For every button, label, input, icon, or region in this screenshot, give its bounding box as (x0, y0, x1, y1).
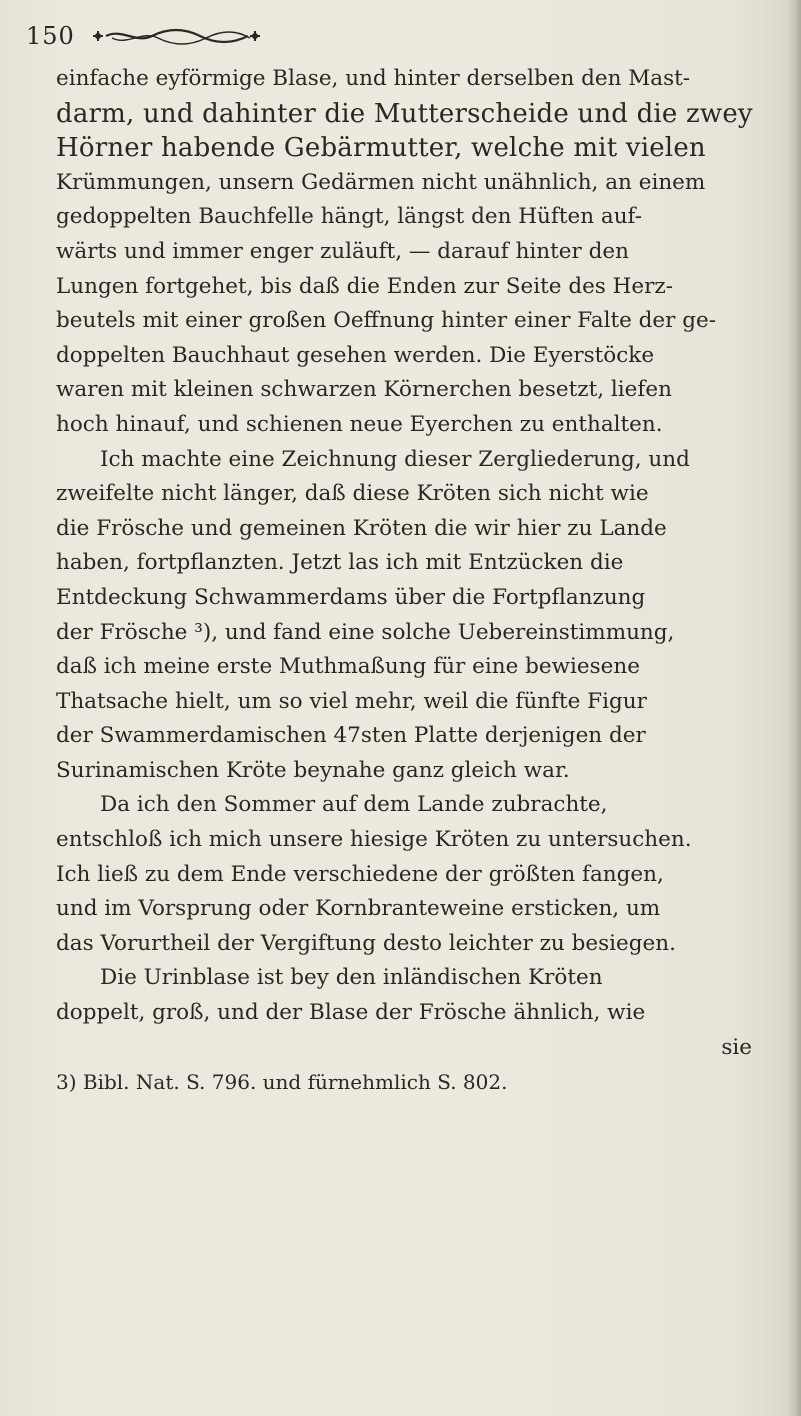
catchword: sie (721, 1034, 752, 1060)
text-line: und im Vorsprung oder Kornbranteweine ersticken, um (56, 896, 661, 922)
page-header (20, 20, 780, 60)
text-line: entschloß ich mich unsere hiesige Kröten zu untersuchen. (56, 827, 692, 853)
text-line: daß ich meine erste Muthmaßung für eine bewiesene (56, 654, 640, 680)
text-line: Surinamischen Kröte beynahe ganz gleich war. (56, 757, 570, 783)
header-ornament-icon (92, 22, 262, 50)
page-edge-shadow (787, 0, 801, 1416)
text-line: Hörner habende Gebärmutter, welche mit vielen (56, 133, 706, 164)
text-line: der Swammerdamischen 47sten Platte derjenigen der (56, 723, 646, 749)
text-line: waren mit kleinen schwarzen Körnerchen besetzt, liefen (56, 377, 672, 403)
text-line: beutels mit einer großen Oeffnung hinter einer Falte der ge- (56, 308, 717, 334)
text-line: gedoppelten Bauchfelle hängt, längst den Hüften auf- (56, 204, 642, 230)
text-line: doppelten Bauchhaut gesehen werden. Die Eyerstöcke (56, 342, 655, 368)
text-line: Lungen fortgehet, bis daß die Enden zur Seite des Herz- (56, 273, 674, 299)
text-line: das Vorurtheil der Vergiftung desto leichter zu besiegen. (56, 930, 676, 956)
text-line: Ich ließ zu dem Ende verschiedene der größten fangen, (56, 861, 664, 887)
text-line: Die Urinblase ist bey den inländischen Kröten (100, 965, 603, 991)
body-text (56, 62, 768, 1099)
text-line: Entdeckung Schwammerdams über die Fortpflanzung (56, 584, 646, 610)
text-line: darm, und dahinter die Mutterscheide und die zwey (56, 98, 753, 129)
text-line: Ich machte eine Zeichnung dieser Zergliederung, und (100, 446, 690, 472)
text-line: haben, fortpflanzten. Jetzt las ich mit Entzücken die (56, 550, 624, 576)
text-line: Krümmungen, unsern Gedärmen nicht unähnlich, an einem (56, 169, 706, 195)
text-line: der Frösche ³), und fand eine solche Uebereinstimmung, (56, 619, 675, 645)
text-line: doppelt, groß, und der Blase der Frösche ähnlich, wie (56, 1000, 646, 1026)
text-line: wärts und immer enger zuläuft, — darauf hinter den (56, 238, 629, 264)
text-line: die Frösche und gemeinen Kröten die wir hier zu Lande (56, 515, 667, 541)
text-line: Thatsache hielt, um so viel mehr, weil die fünfte Figur (56, 688, 647, 714)
text-line: zweifelte nicht länger, daß diese Kröten sich nicht wie (56, 481, 649, 507)
page-number: 150 (26, 22, 75, 50)
text-line: hoch hinauf, und schienen neue Eyerchen zu enthalten. (56, 411, 663, 437)
footnote: 3) Bibl. Nat. S. 796. und fürnehmlich S. 802. (56, 1070, 508, 1095)
text-line: einfache eyförmige Blase, und hinter derselben den Mast- (56, 66, 691, 91)
text-line: Da ich den Sommer auf dem Lande zubrachte, (100, 792, 608, 818)
